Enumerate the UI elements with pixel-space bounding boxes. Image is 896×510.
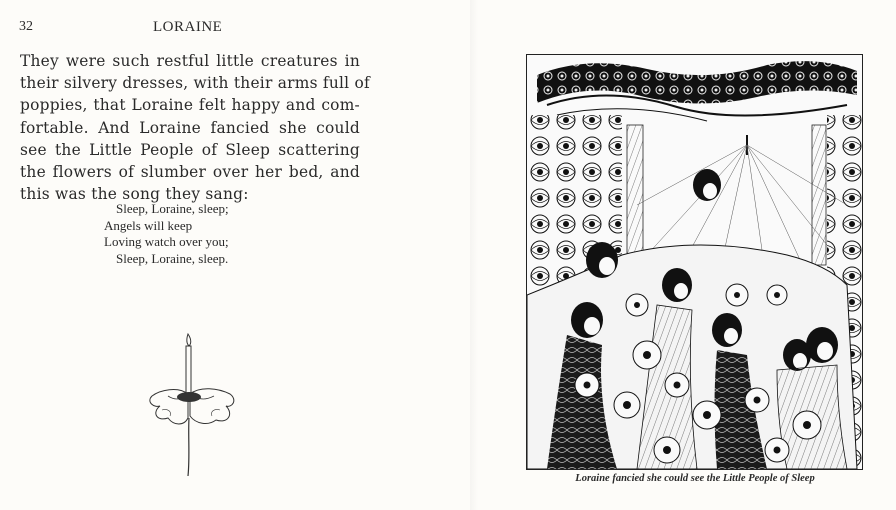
illustration-plate [526,54,863,470]
illustration-artwork [527,55,862,469]
page-gutter [470,0,478,510]
poem-line: Angels will keep [104,217,193,233]
text-line: the flowers of slumber over her bed, and [20,162,360,181]
text-line: poppies, that Loraine felt happy and com- [20,96,360,115]
text-line: their silvery dresses, with their arms full of [20,74,370,93]
poem-line: Sleep, Loraine, sleep; [116,201,229,216]
running-title: LORAINE [153,19,223,35]
poem-line: Sleep, Loraine, sleep. [116,250,229,266]
poem [104,201,229,267]
body-paragraph [20,50,370,205]
candle-flower-icon [138,326,248,478]
text-line: fortable. And Loraine fancied she could [20,118,360,137]
text-line: this was the song they sang: [20,185,249,204]
text-line: They were such restful little creatures in [20,52,360,70]
text-line: see the Little People of Sleep scattering [20,140,360,159]
poem-line: Loving watch over you; [104,234,229,249]
illustration-caption: Loraine fancied she could see the Little People of Sleep [575,473,815,484]
page-number: 32 [19,19,33,34]
